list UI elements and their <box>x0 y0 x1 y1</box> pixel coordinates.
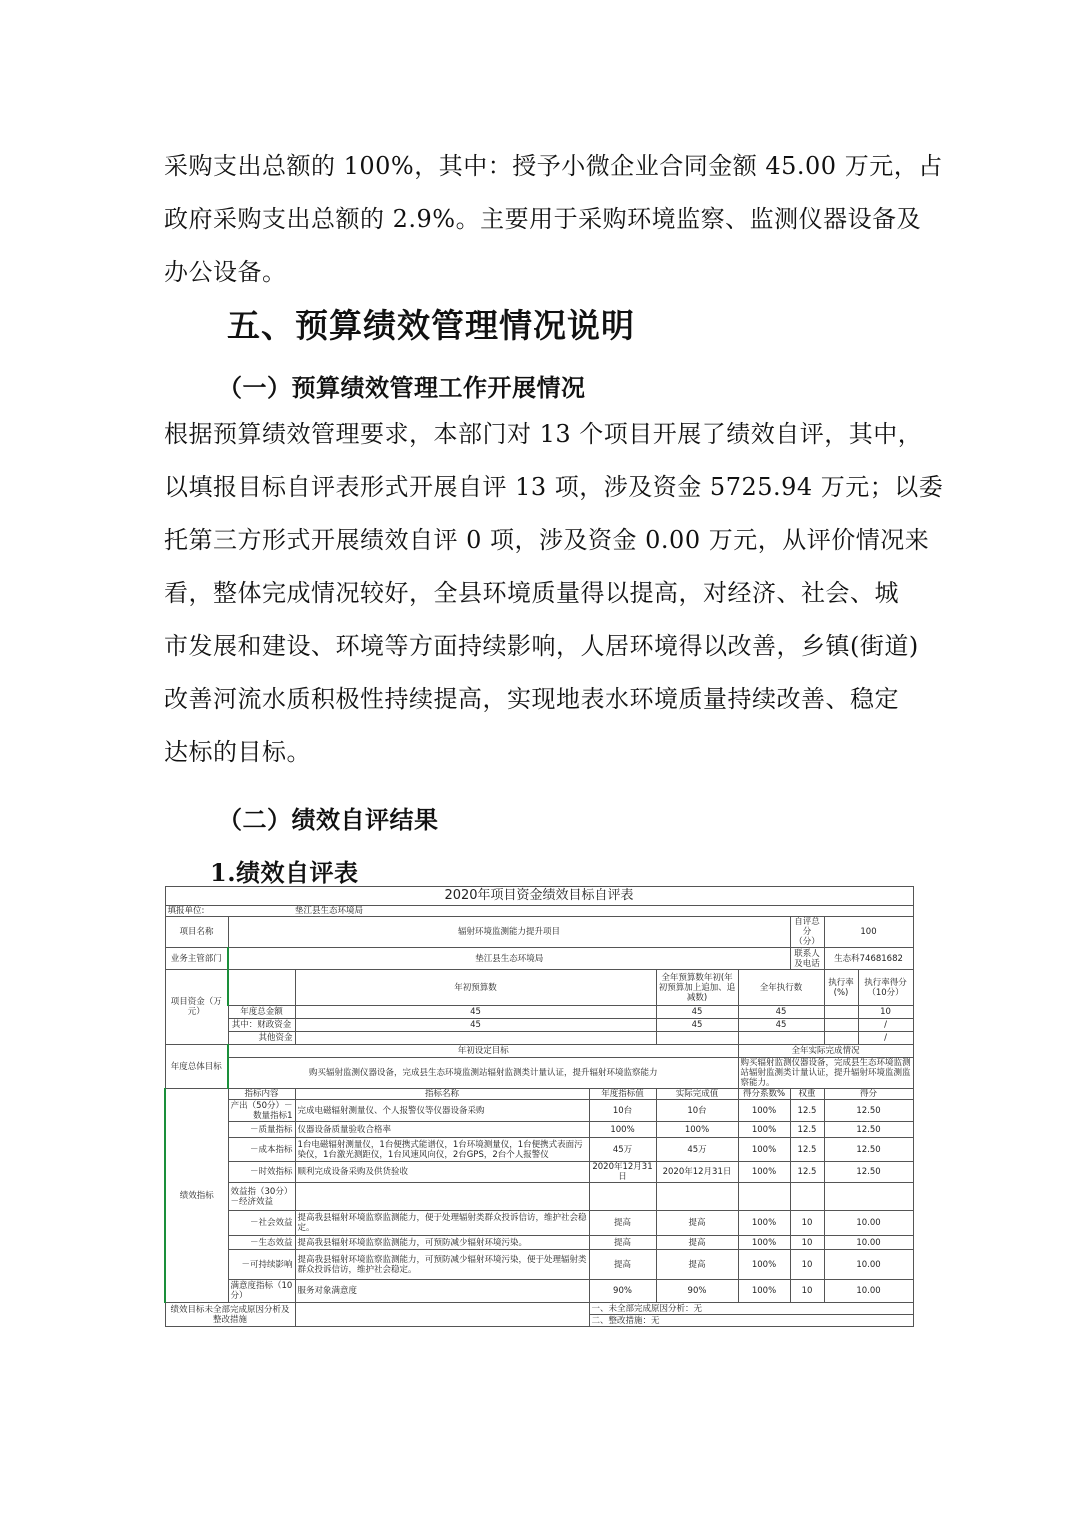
overall-actual-header: 全年实际完成情况 <box>738 1045 913 1058</box>
fund-cell: / <box>858 1019 913 1032</box>
perf-cell: 12.5 <box>790 1122 824 1138</box>
overall-plan-header: 年初设定目标 <box>228 1045 738 1058</box>
perf-cell: 12.50 <box>824 1122 913 1138</box>
perf-header: 得分系数% <box>738 1089 790 1100</box>
text-line: 看，整体完成情况较好，全县环境质量得以提高，对经济、社会、城 <box>164 579 899 607</box>
text-line: 改善河流水质积极性持续提高，实现地表水环境质量持续改善、稳定 <box>164 685 899 713</box>
perf-cell <box>824 1183 913 1211</box>
text-line: 市发展和建设、环境等方面持续影响，人居环境得以改善，乡镇(街道) <box>164 632 919 660</box>
fund-cell: / <box>858 1032 913 1045</box>
perf-cell: 12.50 <box>824 1100 913 1122</box>
perf-name: 仪器设备质量验收合格率 <box>295 1122 589 1138</box>
fund-cell: 45 <box>295 1006 656 1019</box>
perf-content: －生态效益 <box>228 1236 295 1250</box>
perf-cell: 100% <box>738 1280 790 1303</box>
text-line: 采购支出总额的 100%，其中：授予小微企业合同金额 45.00 万元，占 <box>164 152 943 180</box>
fill-unit-label: 填报单位: <box>165 906 295 917</box>
perf-cell: 100% <box>589 1122 656 1138</box>
perf-header: 得分 <box>824 1089 913 1100</box>
self-score-label: 自评总分（分） <box>790 917 824 948</box>
text-line: 达标的目标。 <box>164 738 311 766</box>
fund-header: 全年预算数年初(年初预算加上追加、追减数) <box>656 970 738 1006</box>
perf-content: －社会效益 <box>228 1211 295 1236</box>
text-line: 托第三方形式开展绩效自评 0 项，涉及资金 0.00 万元，从评价情况来 <box>164 526 930 554</box>
fund-cell: 45 <box>295 1019 656 1032</box>
perf-header: 指标内容 <box>228 1089 295 1100</box>
fund-cell <box>824 1032 858 1045</box>
perf-name: 服务对象满意度 <box>295 1280 589 1303</box>
perf-cell: 10 <box>790 1250 824 1280</box>
fund-cell <box>295 1032 656 1045</box>
self-evaluation-table <box>164 886 912 1327</box>
reason-label: 绩效目标未全部完成原因分析及整改措施 <box>165 1303 295 1327</box>
fund-cell: 45 <box>738 1019 824 1032</box>
subsection-title: 1.绩效自评表 <box>210 858 359 887</box>
fund-cell <box>656 1032 738 1045</box>
text-line: 根据预算绩效管理要求，本部门对 13 个项目开展了绩效自评，其中， <box>164 420 923 448</box>
perf-header: 指标名称 <box>295 1089 589 1100</box>
perf-cell: 2020年12月31日 <box>589 1162 656 1183</box>
project-name-label: 项目名称 <box>165 917 228 948</box>
perf-name: 顺利完成设备采购及供货验收 <box>295 1162 589 1183</box>
subsection-title: （一）预算绩效管理工作开展情况 <box>218 373 586 402</box>
project-name-value: 辐射环境监测能力提升项目 <box>228 917 790 948</box>
contact-label: 联系人及电话 <box>790 948 824 970</box>
perf-cell: 10台 <box>589 1100 656 1122</box>
perf-content: 满意度指标（10分） <box>228 1280 295 1303</box>
perf-cell: 100% <box>738 1211 790 1236</box>
perf-header: 年度指标值 <box>589 1089 656 1100</box>
perf-cell: 10.00 <box>824 1236 913 1250</box>
self-score-value: 100 <box>824 917 913 948</box>
perf-cell <box>656 1183 738 1211</box>
perf-cell <box>790 1183 824 1211</box>
perf-name: 提高我县辐射环境监察监测能力，便于处理辐射类群众投诉信访，维护社会稳定。 <box>295 1211 589 1236</box>
perf-content: －时效指标 <box>228 1162 295 1183</box>
perf-content: 产出（50分）－数量指标1 <box>228 1100 295 1122</box>
perf-cell: 100% <box>738 1100 790 1122</box>
perf-cell: 12.5 <box>790 1162 824 1183</box>
perf-content: －成本指标 <box>228 1138 295 1162</box>
perf-cell: 10 <box>790 1211 824 1236</box>
perf-name <box>295 1183 589 1211</box>
perf-cell <box>589 1183 656 1211</box>
perf-cell: 提高 <box>656 1250 738 1280</box>
dept-label: 业务主管部门 <box>165 948 228 970</box>
perf-cell: 12.50 <box>824 1138 913 1162</box>
perf-cell: 45万 <box>589 1138 656 1162</box>
fund-header: 执行率(%) <box>824 970 858 1006</box>
section-title: 五、预算绩效管理情况说明 <box>227 306 635 345</box>
fund-corner <box>228 970 295 1006</box>
reason-line: 一、未全部完成原因分析：无 <box>589 1303 913 1315</box>
perf-cell: 10 <box>790 1236 824 1250</box>
overall-goal-label: 年度总体目标 <box>165 1045 228 1089</box>
fund-cell <box>738 1032 824 1045</box>
fund-cell: 10 <box>858 1006 913 1019</box>
text-line: 政府采购支出总额的 2.9%。主要用于采购环境监察、监测仪器设备及 <box>164 205 922 233</box>
perf-content: 效益指（30分）－经济效益 <box>228 1183 295 1211</box>
perf-cell <box>738 1183 790 1211</box>
perf-name: 提高我县辐射环境监察监测能力，可预防减少辐射环境污染，便于处理辐射类群众投诉信访，维护社会稳定。 <box>295 1250 589 1280</box>
subsection-title: （二）绩效自评结果 <box>218 805 439 834</box>
perf-cell: 12.5 <box>790 1138 824 1162</box>
perf-cell: 10.00 <box>824 1211 913 1236</box>
contact-value: 生态科74681682 <box>824 948 913 970</box>
text-line: 以填报目标自评表形式开展自评 13 项，涉及资金 5725.94 万元；以委 <box>164 473 944 501</box>
paragraph-procurement <box>164 140 943 299</box>
fund-cell: 45 <box>656 1006 738 1019</box>
perf-cell: 100% <box>738 1138 790 1162</box>
perf-name: 提高我县辐射环境监察监测能力，可预防减少辐射环境污染。 <box>295 1236 589 1250</box>
perf-cell: 提高 <box>589 1211 656 1236</box>
perf-cell: 12.50 <box>824 1162 913 1183</box>
fund-row-label: 其他资金 <box>228 1032 295 1045</box>
perf-cell: 2020年12月31日 <box>656 1162 738 1183</box>
perf-cell: 100% <box>738 1122 790 1138</box>
perf-cell: 10 <box>790 1280 824 1303</box>
perf-name: 1台电磁辐射测量仪，1台便携式能谱仪，1台环境测量仪，1台便携式表面污染仪，1台激光测距仪，1台风速风向仪，2台GPS，2台个人报警仪 <box>295 1138 589 1162</box>
text-line: 办公设备。 <box>164 258 287 286</box>
perf-cell: 提高 <box>589 1250 656 1280</box>
perf-cell: 100% <box>738 1250 790 1280</box>
fund-cell <box>824 1019 858 1032</box>
perf-cell: 100% <box>656 1122 738 1138</box>
paragraph-performance <box>164 408 944 779</box>
fund-header: 年初预算数 <box>295 970 656 1006</box>
fill-unit-value: 垫江县生态环境局 <box>295 906 913 917</box>
perf-cell: 100% <box>738 1236 790 1250</box>
fund-cell <box>824 1006 858 1019</box>
dept-value: 垫江县生态环境局 <box>228 948 790 970</box>
perf-cell: 45万 <box>656 1138 738 1162</box>
fund-row-label: 年度总金额 <box>228 1006 295 1019</box>
perf-cell: 提高 <box>656 1236 738 1250</box>
perf-content: －质量指标 <box>228 1122 295 1138</box>
perf-cell: 提高 <box>589 1236 656 1250</box>
perf-header: 实际完成值 <box>656 1089 738 1100</box>
fund-cell: 45 <box>656 1019 738 1032</box>
perf-label: 绩效指标 <box>165 1089 228 1303</box>
fund-cell: 45 <box>738 1006 824 1019</box>
perf-cell: 10.00 <box>824 1280 913 1303</box>
perf-cell: 10台 <box>656 1100 738 1122</box>
fund-header: 执行率得分（10分） <box>858 970 913 1006</box>
overall-actual-text: 购买辐射监测仪器设备，完成县生态环境监测站辐射监测类计量认证，提升辐射环境监测监察能力。 <box>738 1058 913 1089</box>
perf-cell: 100% <box>738 1162 790 1183</box>
reason-blank <box>295 1303 589 1327</box>
fund-row-label: 其中：财政资金 <box>228 1019 295 1032</box>
perf-cell: 提高 <box>656 1211 738 1236</box>
table-title: 2020年项目资金绩效目标自评表 <box>165 887 913 906</box>
perf-cell: 12.5 <box>790 1100 824 1122</box>
perf-name: 完成电磁辐射测量仪、个人报警仪等仪器设备采购 <box>295 1100 589 1122</box>
fund-header: 全年执行数 <box>738 970 824 1006</box>
perf-header: 权重 <box>790 1089 824 1100</box>
perf-cell: 90% <box>656 1280 738 1303</box>
fund-label: 项目资金（万元） <box>165 970 228 1045</box>
perf-cell: 90% <box>589 1280 656 1303</box>
perf-cell: 10.00 <box>824 1250 913 1280</box>
perf-content: －可持续影响 <box>228 1250 295 1280</box>
reason-line: 二、整改措施：无 <box>589 1315 913 1327</box>
overall-plan-text: 购买辐射监测仪器设备，完成县生态环境监测站辐射监测类计量认证，提升辐射环境监察能力 <box>228 1058 738 1089</box>
